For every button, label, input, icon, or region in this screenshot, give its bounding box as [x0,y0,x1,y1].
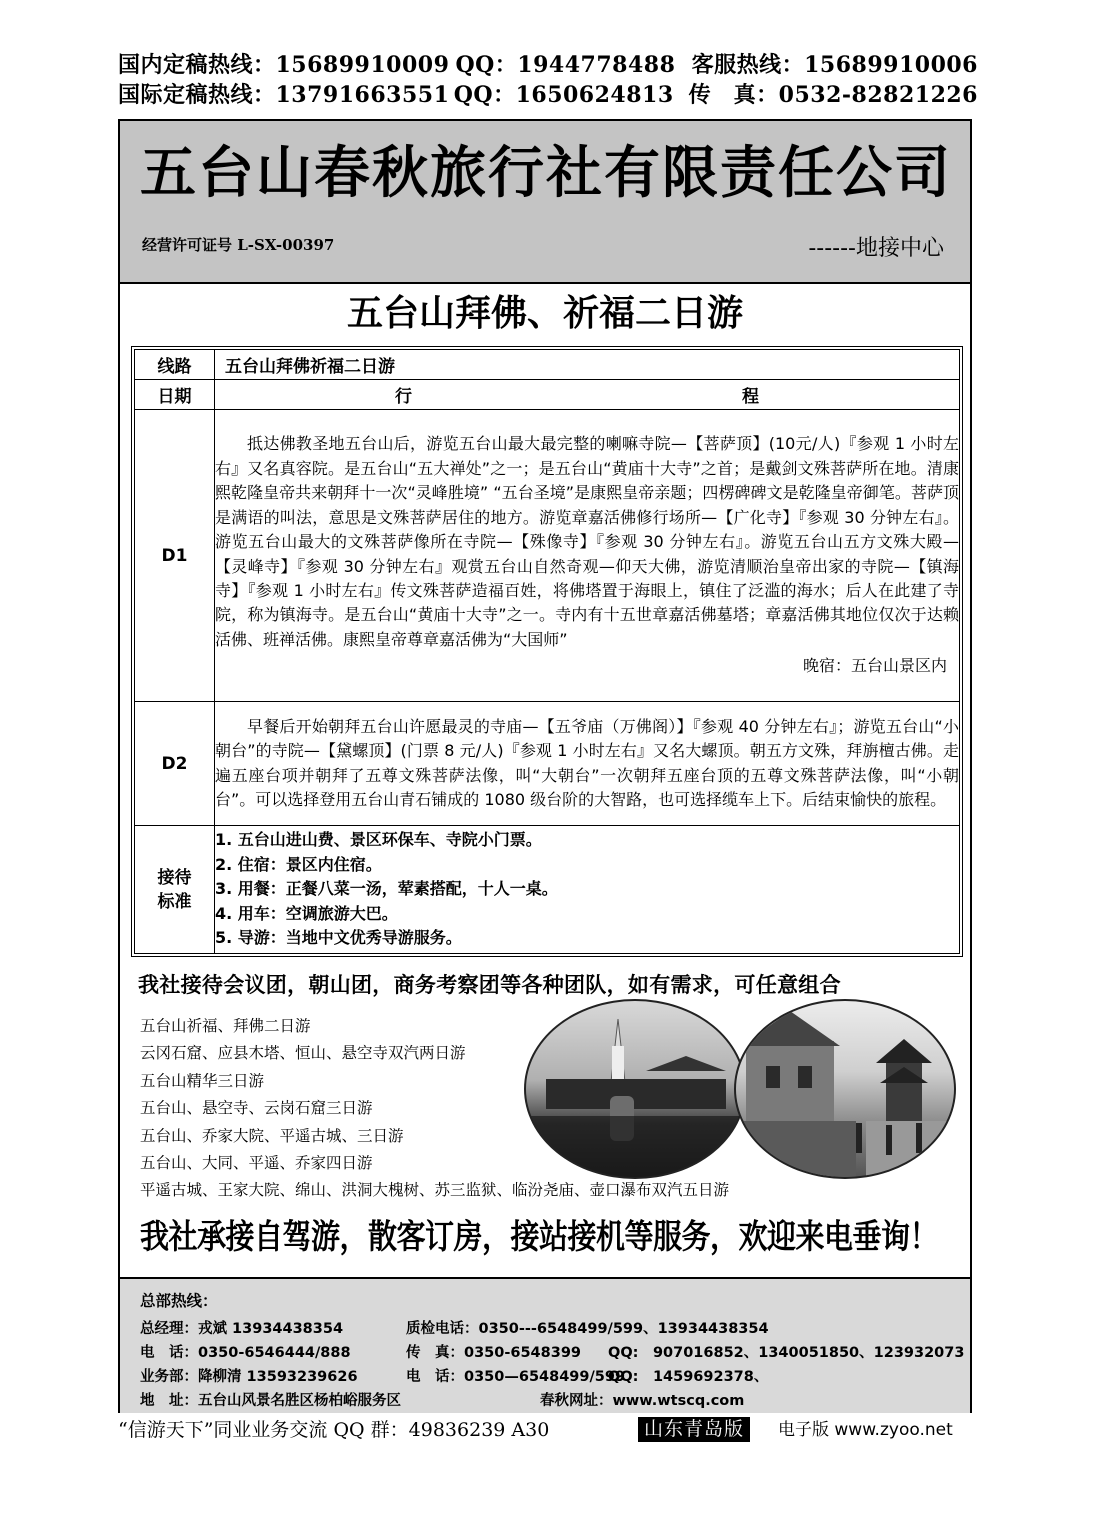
hotline-row [118,80,978,110]
date-label: 日期 [135,380,215,410]
table-row [135,702,960,826]
day-text: 早餐后开始朝拜五台山许愿最灵的寺庙—【五爷庙（万佛阁）】『参观 40 分钟左右』；游览五台山“小朝台”的寺院—【黛螺顶】(门票 8 元/人)『参观 1 小时左右』又名大螺顶。朝五方文殊，拜旃檀古佛。走遍五座台项并朝拜了五尊文殊菩萨法像，叫“大朝台”一次朝拜五座台顶的五尊文殊菩萨法像，叫“小朝台”。可以选择登用五台山青石铺成的 1080 级台阶的大智路，也可选择缆车上下。后结束愉快的旅程。 [215,716,959,809]
hotline-row [118,50,978,80]
lodging-note: 晚宿：五台山景区内 [802,656,947,676]
itinerary-table [134,349,960,954]
list-item: 2. 住宿：景区内住宿。 [215,854,382,874]
hotlines [118,50,978,110]
service-hotline: 客服热线：15689910006 [691,52,978,78]
contact-cell: QQ: 907016852、1340051850、123932073 [608,1345,965,1361]
website-note: 电子版 www.zyoo.net [778,1420,953,1440]
footer [118,1416,978,1444]
contact-cell: 电 话：0350—6548499/599 [406,1369,626,1385]
route-value: 五台山拜佛祈福二日游 [215,350,960,380]
company-banner [120,121,970,284]
standard-list [215,826,960,954]
list-item: 5. 导游：当地中文优秀导游服务。 [215,928,462,948]
list-item: 五台山精华三日游 [140,1071,265,1090]
list-item: 五台山、乔家大院、平遥古城、三日游 [140,1126,404,1145]
table-row [135,350,960,380]
license-number: 经营许可证号 L-SX-00397 [142,236,335,254]
table-row [135,410,960,702]
day-text: 抵达佛教圣地五台山后，游览五台山最大最完整的喇嘛寺院—【菩萨顶】(10元/人)『参观 1 小时左右』又名真容院。是五台山“五大禅处”之一；是五台山“黄庙十大寺”之首；是戴剑文殊菩萨所在地。清康熙乾隆皇帝共来朝拜十一次“灵峰胜境” “五台圣境”是康熙皇帝亲题；四楞碑碑文是乾隆皇帝御笔。菩萨顶是满语的叫法，意思是文殊菩萨居住的地方。游览章嘉活佛修行场所—【广化寺】『参观 30 分钟左右』。游览五台山最大的文殊菩萨像所在寺院—【殊像寺】『参观 30 分钟左右』。游览五台山五方文殊大殿—【灵峰寺】『参观 30 分钟左右』观赏五台山自然奇观—仰天大佛，游览清顺治皇帝出家的寺院—【镇海寺】『参观 1 小时左右』传文殊菩萨造福百姓，将佛塔置于海眼上，镇住了泛滥的海水；后人在此建了寺院，称为镇海寺。是五台山“黄庙十大寺”之一。寺内有十五世章嘉活佛墓塔；章嘉活佛其地位仅次于达赖活佛、班禅活佛。康熙皇帝尊章嘉活佛为“大国师” [215,434,959,649]
contact-cell: 质检电话：0350---6548499/599、13934438354 [406,1321,769,1337]
tower-photo [734,999,956,1179]
list-item: 3. 用餐：正餐八菜一汤，荤素搭配，十人一桌。 [215,879,558,899]
company-name: 五台山春秋旅行社有限责任公司 [140,141,952,206]
standard-label-line: 接待 [157,867,192,888]
contact-cell: 电 话：0350-6546444/888 [140,1345,351,1361]
list-item: 4. 用车：空调旅游大巴。 [215,903,398,923]
temple-scene-image [526,1001,744,1177]
contact-header: 总部热线： [140,1292,218,1310]
domestic-hotline: 国内定稿热线：15689910009 [118,52,450,78]
schedule-char: 程 [742,387,759,407]
edition-badge: 山东青岛版 [638,1417,750,1442]
schedule-header [215,380,960,410]
standard-label [135,826,215,954]
list-item: 五台山、悬空寺、云岗石窟三日游 [140,1099,373,1118]
department-label: ------地接中心 [808,236,944,261]
contact-cell: 春秋网址：www.wtscq.com [540,1393,745,1409]
table-row [135,380,960,410]
international-hotline: 国际定稿热线：13791663551 [118,82,450,108]
list-item: 云冈石窟、应县木塔、恒山、悬空寺双汽两日游 [140,1044,466,1063]
day-description [215,410,960,702]
list-item: 五台山祈福、拜佛二日游 [140,1017,311,1035]
contact-cell: 地 址：五台山风景名胜区杨柏峪服务区 [140,1393,401,1409]
services-banner: 我社承接自驾游，散客订房，接站接机等服务，欢迎来电垂询！ [140,1216,939,1256]
schedule-char: 行 [395,387,412,407]
temple-photo [524,999,746,1179]
standard-label-line: 标准 [157,891,192,912]
qq-group-note: “信游天下”同业业务交流 QQ 群：49836239 A30 [118,1419,550,1441]
list-item: 1. 五台山进山费、景区环保车、寺院小门票。 [215,830,542,850]
table-row [135,826,960,954]
advert-frame [118,119,972,1413]
fax-number: 传 真：0532-82821226 [688,82,978,108]
day-label: D2 [135,702,215,826]
route-label: 线路 [135,350,215,380]
list-item: 平遥古城、王家大院、绵山、洪洞大槐树、苏三监狱、临汾尧庙、壶口瀑布双汽五日游 [140,1181,730,1200]
qq-number: QQ：1944778488 [455,52,676,78]
tour-title: 五台山拜佛、祈福二日游 [346,292,743,334]
contact-panel [120,1277,970,1413]
contact-cell: QQ: 1459692378、 [608,1369,769,1385]
list-item: 五台山、大同、平遥、乔家四日游 [140,1154,373,1173]
tower-scene-image [736,1001,954,1177]
contact-cell: 业务部：降柳清 13593239626 [140,1369,358,1385]
qq-number: QQ：1650624813 [453,82,674,108]
day-label: D1 [135,410,215,702]
day-description [215,702,960,826]
contact-cell: 总经理：戎斌 13934438354 [140,1321,344,1337]
contact-cell: 传 真：0350-6548399 [406,1345,581,1361]
group-slogan: 我社接待会议团，朝山团，商务考察团等各种团队，如有需求，可任意组合 [138,972,841,997]
